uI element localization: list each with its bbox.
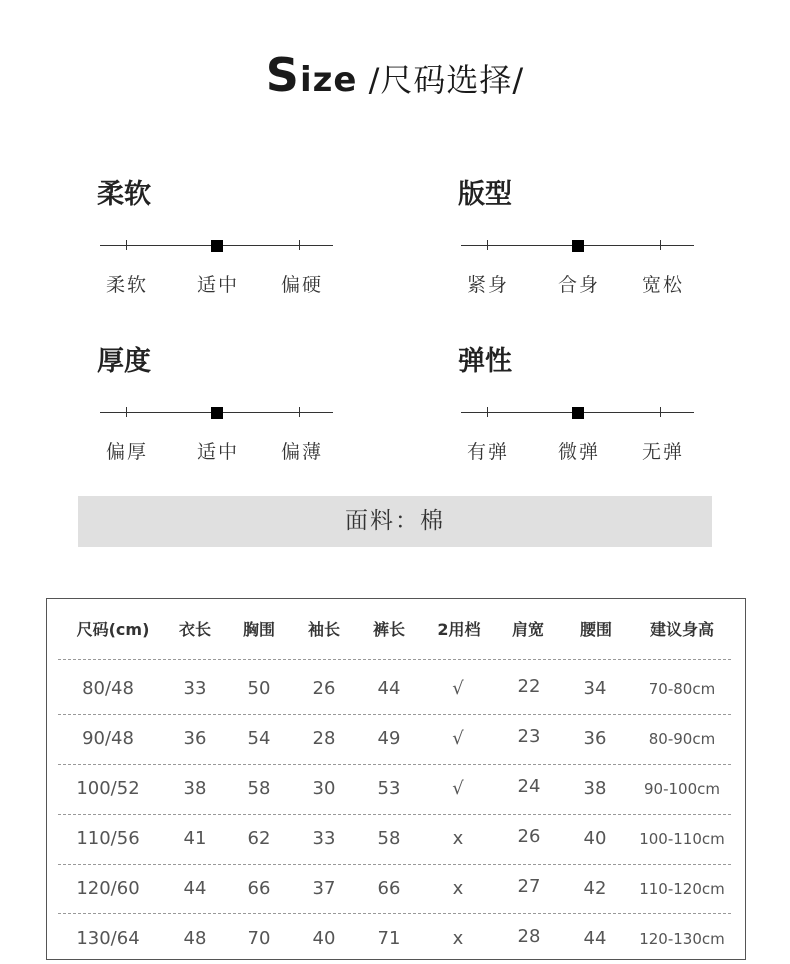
scale-label: 宽松 [641, 274, 684, 296]
table-cell: 62 [247, 828, 271, 849]
header-cell: 袖长 [307, 620, 340, 639]
scale-label: 有弹 [466, 441, 509, 463]
attribute-softness [97, 172, 347, 302]
scale-marker [211, 407, 223, 419]
table-cell: 58 [377, 828, 401, 849]
scale-tick [660, 407, 661, 417]
table-row [47, 664, 745, 714]
table-cell: 66 [247, 878, 271, 899]
table-cell: 120/60 [76, 878, 140, 899]
header-cell: 肩宽 [511, 620, 544, 639]
table-cell: 27 [517, 876, 541, 897]
table-cell: 28 [312, 728, 336, 749]
table-cell: 70-80cm [648, 680, 716, 698]
table-cell: 26 [312, 678, 336, 699]
table-cell: 28 [517, 926, 541, 947]
attribute-elasticity [458, 339, 708, 469]
header-cell: 尺码(cm) [76, 620, 150, 639]
table-row [47, 914, 745, 964]
table-cell: 36 [183, 728, 207, 749]
scale-marker [211, 240, 223, 252]
scale-label: 紧身 [466, 274, 509, 296]
scale-label: 合身 [557, 274, 600, 296]
table-cell: x [452, 928, 464, 949]
table-cell: 33 [312, 828, 336, 849]
table-cell: x [452, 878, 464, 899]
header-cell: 胸围 [242, 620, 275, 639]
table-cell: 70 [247, 928, 271, 949]
table-row [47, 714, 745, 764]
table-row [47, 814, 745, 864]
table-cell: 38 [183, 778, 207, 799]
table-cell: 120-130cm [639, 930, 725, 948]
table-cell: 110-120cm [639, 880, 725, 898]
scale-label: 偏硬 [280, 274, 323, 296]
table-cell: 23 [517, 726, 541, 747]
table-cell: 50 [247, 678, 271, 699]
scale-label: 微弹 [557, 441, 600, 463]
page-title [0, 48, 790, 102]
table-cell: √ [452, 728, 464, 749]
attribute-name: 厚度 [97, 346, 151, 377]
attribute-thickness [97, 339, 347, 469]
scale-tick [126, 407, 127, 417]
table-cell: 42 [583, 878, 607, 899]
table-header [47, 599, 745, 659]
table-cell: 22 [517, 676, 541, 697]
attribute-name: 版型 [458, 179, 512, 210]
table-cell: 44 [183, 878, 207, 899]
table-cell: 90/48 [82, 728, 134, 749]
scale-label: 柔软 [105, 274, 148, 296]
header-cell: 裤长 [372, 620, 405, 639]
header-cell: 衣长 [178, 620, 211, 639]
scale-marker [572, 240, 584, 252]
row-divider [58, 659, 731, 660]
size-table [46, 598, 746, 960]
table-cell: 110/56 [76, 828, 140, 849]
scale-label: 无弹 [641, 441, 684, 463]
table-cell: 40 [583, 828, 607, 849]
title-rest: ize [299, 60, 358, 100]
table-cell: 49 [377, 728, 401, 749]
table-cell: 80/48 [82, 678, 134, 699]
table-cell: 80-90cm [648, 730, 716, 748]
table-cell: 48 [183, 928, 207, 949]
header-cell: 腰围 [579, 620, 612, 639]
table-cell: 37 [312, 878, 336, 899]
scale-tick [487, 407, 488, 417]
table-cell: 30 [312, 778, 336, 799]
table-cell: √ [452, 678, 464, 699]
table-cell: 24 [517, 776, 541, 797]
table-cell: 66 [377, 878, 401, 899]
scale-tick [126, 240, 127, 250]
title-initial: S [265, 48, 300, 102]
fabric-banner: 面料：棉 [78, 496, 712, 547]
attribute-name: 弹性 [458, 346, 512, 377]
header-cell: 建议身高 [649, 620, 714, 639]
table-cell: 26 [517, 826, 541, 847]
table-cell: 130/64 [76, 928, 140, 949]
table-cell: 44 [583, 928, 607, 949]
table-cell: 44 [377, 678, 401, 699]
table-cell: √ [452, 778, 464, 799]
table-cell: 38 [583, 778, 607, 799]
table-cell: 34 [583, 678, 607, 699]
table-cell: 54 [247, 728, 271, 749]
table-cell: 41 [183, 828, 207, 849]
attribute-fit [458, 172, 708, 302]
scale-tick [660, 240, 661, 250]
scale-marker [572, 407, 584, 419]
scale-tick [299, 240, 300, 250]
table-cell: 58 [247, 778, 271, 799]
scale-label: 偏厚 [105, 441, 148, 463]
scale-label: 适中 [196, 274, 239, 296]
attribute-name: 柔软 [97, 179, 151, 210]
scale-label: 适中 [196, 441, 239, 463]
table-row [47, 864, 745, 914]
table-cell: 53 [377, 778, 401, 799]
table-cell: 71 [377, 928, 401, 949]
table-cell: 36 [583, 728, 607, 749]
table-cell: 40 [312, 928, 336, 949]
header-cell: 2用档 [437, 620, 481, 639]
title-subtitle: /尺码选择/ [357, 61, 525, 99]
table-cell: 33 [183, 678, 207, 699]
table-cell: 100/52 [76, 778, 140, 799]
table-cell: x [452, 828, 464, 849]
table-cell: 90-100cm [644, 780, 720, 798]
table-cell: 100-110cm [639, 830, 725, 848]
scale-tick [299, 407, 300, 417]
scale-tick [487, 240, 488, 250]
table-row [47, 764, 745, 814]
scale-label: 偏薄 [280, 441, 323, 463]
